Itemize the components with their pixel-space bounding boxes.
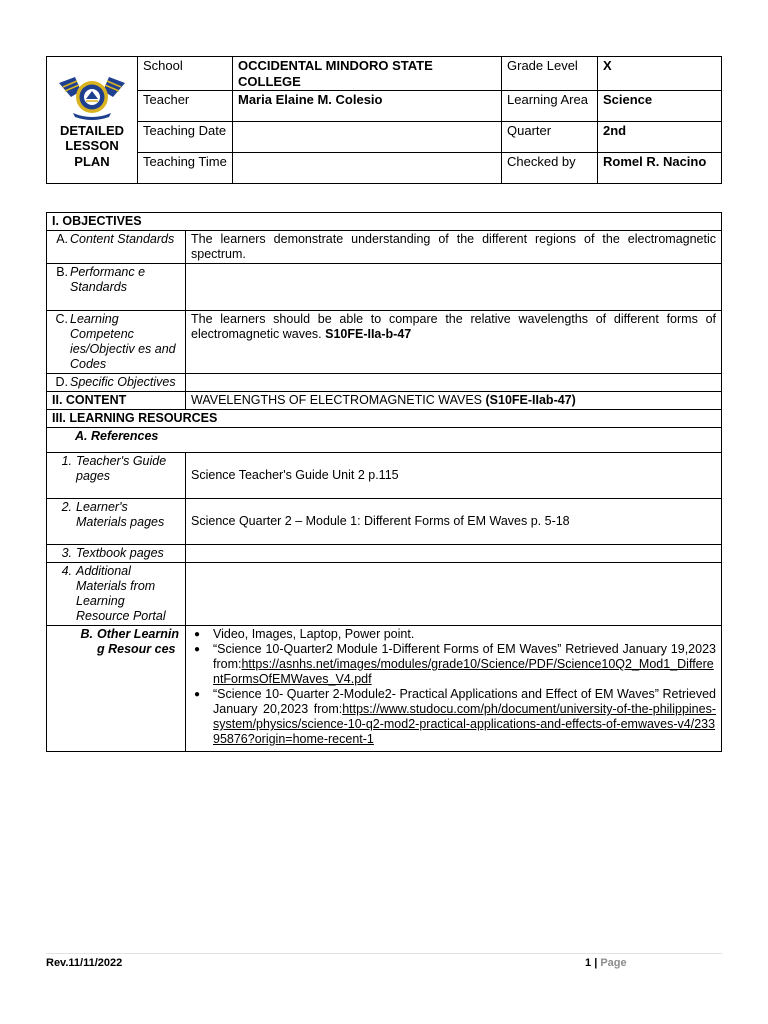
content-code: (S10FE-IIab-47) (485, 393, 576, 407)
learners-materials-text: Science Quarter 2 – Module 1: Different Forms of EM Waves p. 5-18 (186, 499, 722, 545)
header-table (46, 56, 722, 184)
learners-materials-row (47, 499, 722, 545)
resource-text: “Science 10- Quarter 2-Module2- Practical Applications and Effect of EM Waves” Retrieved January 20,2023 from: (213, 687, 716, 716)
row-key: C. (55, 312, 68, 326)
date-value (233, 122, 502, 153)
teachers-guide-row (47, 453, 722, 499)
grade-value: X (598, 57, 722, 91)
competencies-text: The learners should be able to compare the relative wavelengths of different forms of electromagnetic waves. (191, 312, 716, 341)
resource-text: “Science 10-Quarter2 Module 1-Different Forms of EM Waves” Retrieved January 19,2023 from: (213, 642, 716, 671)
row-key: B. (80, 627, 93, 641)
footer-divider (46, 953, 722, 954)
grade-label: Grade Level (502, 57, 598, 91)
content-standards-text: The learners demonstrate understanding of the different regions of the electromagnetic spectrum. (186, 231, 722, 264)
resource-link[interactable]: https://asnhs.net/images/modules/grade10/Science/PDF/Science10Q2_Mod1_DifferentFormsOfEMWaves_V4.pdf (213, 657, 714, 686)
plan-title-line3: PLAN (74, 153, 110, 169)
row-key: 2. (61, 500, 72, 514)
objectives-heading: I. OBJECTIVES (47, 213, 722, 231)
specific-objectives-text (186, 374, 722, 392)
page-separator: | (594, 957, 598, 969)
row-label: Specific Objectives (70, 375, 176, 389)
row-key: 4. (61, 564, 72, 578)
resource-link[interactable]: https://www.studocu.com/ph/document/university-of-the-philippines-system/physics/science-10-q2-mod2-practical-applications-and-effects-of-emwaves-v4/23395876?origin=home-recent-1 (213, 702, 716, 746)
textbook-row (47, 545, 722, 563)
row-label: Content Standards (70, 232, 175, 246)
row-label: Performanc e Standards (70, 265, 146, 294)
row-label: Textbook pages (76, 546, 164, 560)
references-heading: A. References (47, 428, 722, 453)
resource-text: Video, Images, Laptop, Power point. (213, 627, 415, 641)
quarter-value: 2nd (598, 122, 722, 153)
row-key: D. (55, 375, 68, 389)
date-label: Teaching Date (138, 122, 233, 153)
performance-standards-text (186, 264, 722, 311)
content-text: WAVELENGTHS OF ELECTROMAGNETIC WAVES (191, 393, 483, 407)
row-label: Learning Competenc ies/Objectiv es and Codes (70, 312, 176, 371)
college-seal-logo (53, 71, 131, 121)
school-label: School (138, 57, 233, 91)
performance-standards-row (47, 264, 722, 311)
content-standards-row (47, 231, 722, 264)
revision-date: Rev.11/11/2022 (46, 957, 123, 969)
row-key: B. (56, 265, 68, 279)
row-key: 3. (61, 546, 72, 560)
time-value (233, 153, 502, 184)
row-label: Additional Materials from Learning Resource Portal (76, 564, 166, 623)
page-number: 1 (585, 957, 592, 969)
other-resources-list (191, 627, 716, 747)
textbook-text (186, 545, 722, 563)
additional-materials-text (186, 563, 722, 626)
time-label: Teaching Time (138, 153, 233, 184)
resources-heading: III. LEARNING RESOURCES (47, 410, 722, 428)
checked-label: Checked by (502, 153, 598, 184)
row-key: A. (56, 232, 68, 246)
school-value: OCCIDENTAL MINDORO STATE COLLEGE (233, 57, 502, 91)
additional-materials-row (47, 563, 722, 626)
learning-competencies-row (47, 311, 722, 374)
plan-title-line1: DETAILED (59, 122, 125, 138)
other-resources-row (47, 626, 722, 752)
plan-title-line2: LESSON (65, 138, 119, 154)
area-value: Science (598, 91, 722, 122)
page-label: Page (600, 957, 627, 969)
logo-cell (47, 57, 138, 184)
competency-code: S10FE-IIa-b-47 (325, 327, 412, 341)
teacher-label: Teacher (138, 91, 233, 122)
row-label: Other Learnin g Resour ces (97, 627, 179, 656)
row-key: 1. (61, 454, 72, 468)
row-label: Learner's Materials pages (76, 500, 165, 529)
list-item (191, 627, 716, 642)
list-item (191, 687, 716, 747)
page-footer (585, 957, 627, 969)
quarter-label: Quarter (502, 122, 598, 153)
list-item (191, 642, 716, 687)
lesson-plan-table (46, 212, 722, 752)
specific-objectives-row (47, 374, 722, 392)
row-label: Teacher's Guide pages (76, 454, 167, 483)
content-row (47, 392, 722, 410)
teachers-guide-text: Science Teacher's Guide Unit 2 p.115 (186, 453, 722, 499)
checked-value: Romel R. Nacino (598, 153, 722, 184)
area-label: Learning Area (502, 91, 598, 122)
teacher-value: Maria Elaine M. Colesio (233, 91, 502, 122)
content-heading: II. CONTENT (47, 392, 186, 410)
